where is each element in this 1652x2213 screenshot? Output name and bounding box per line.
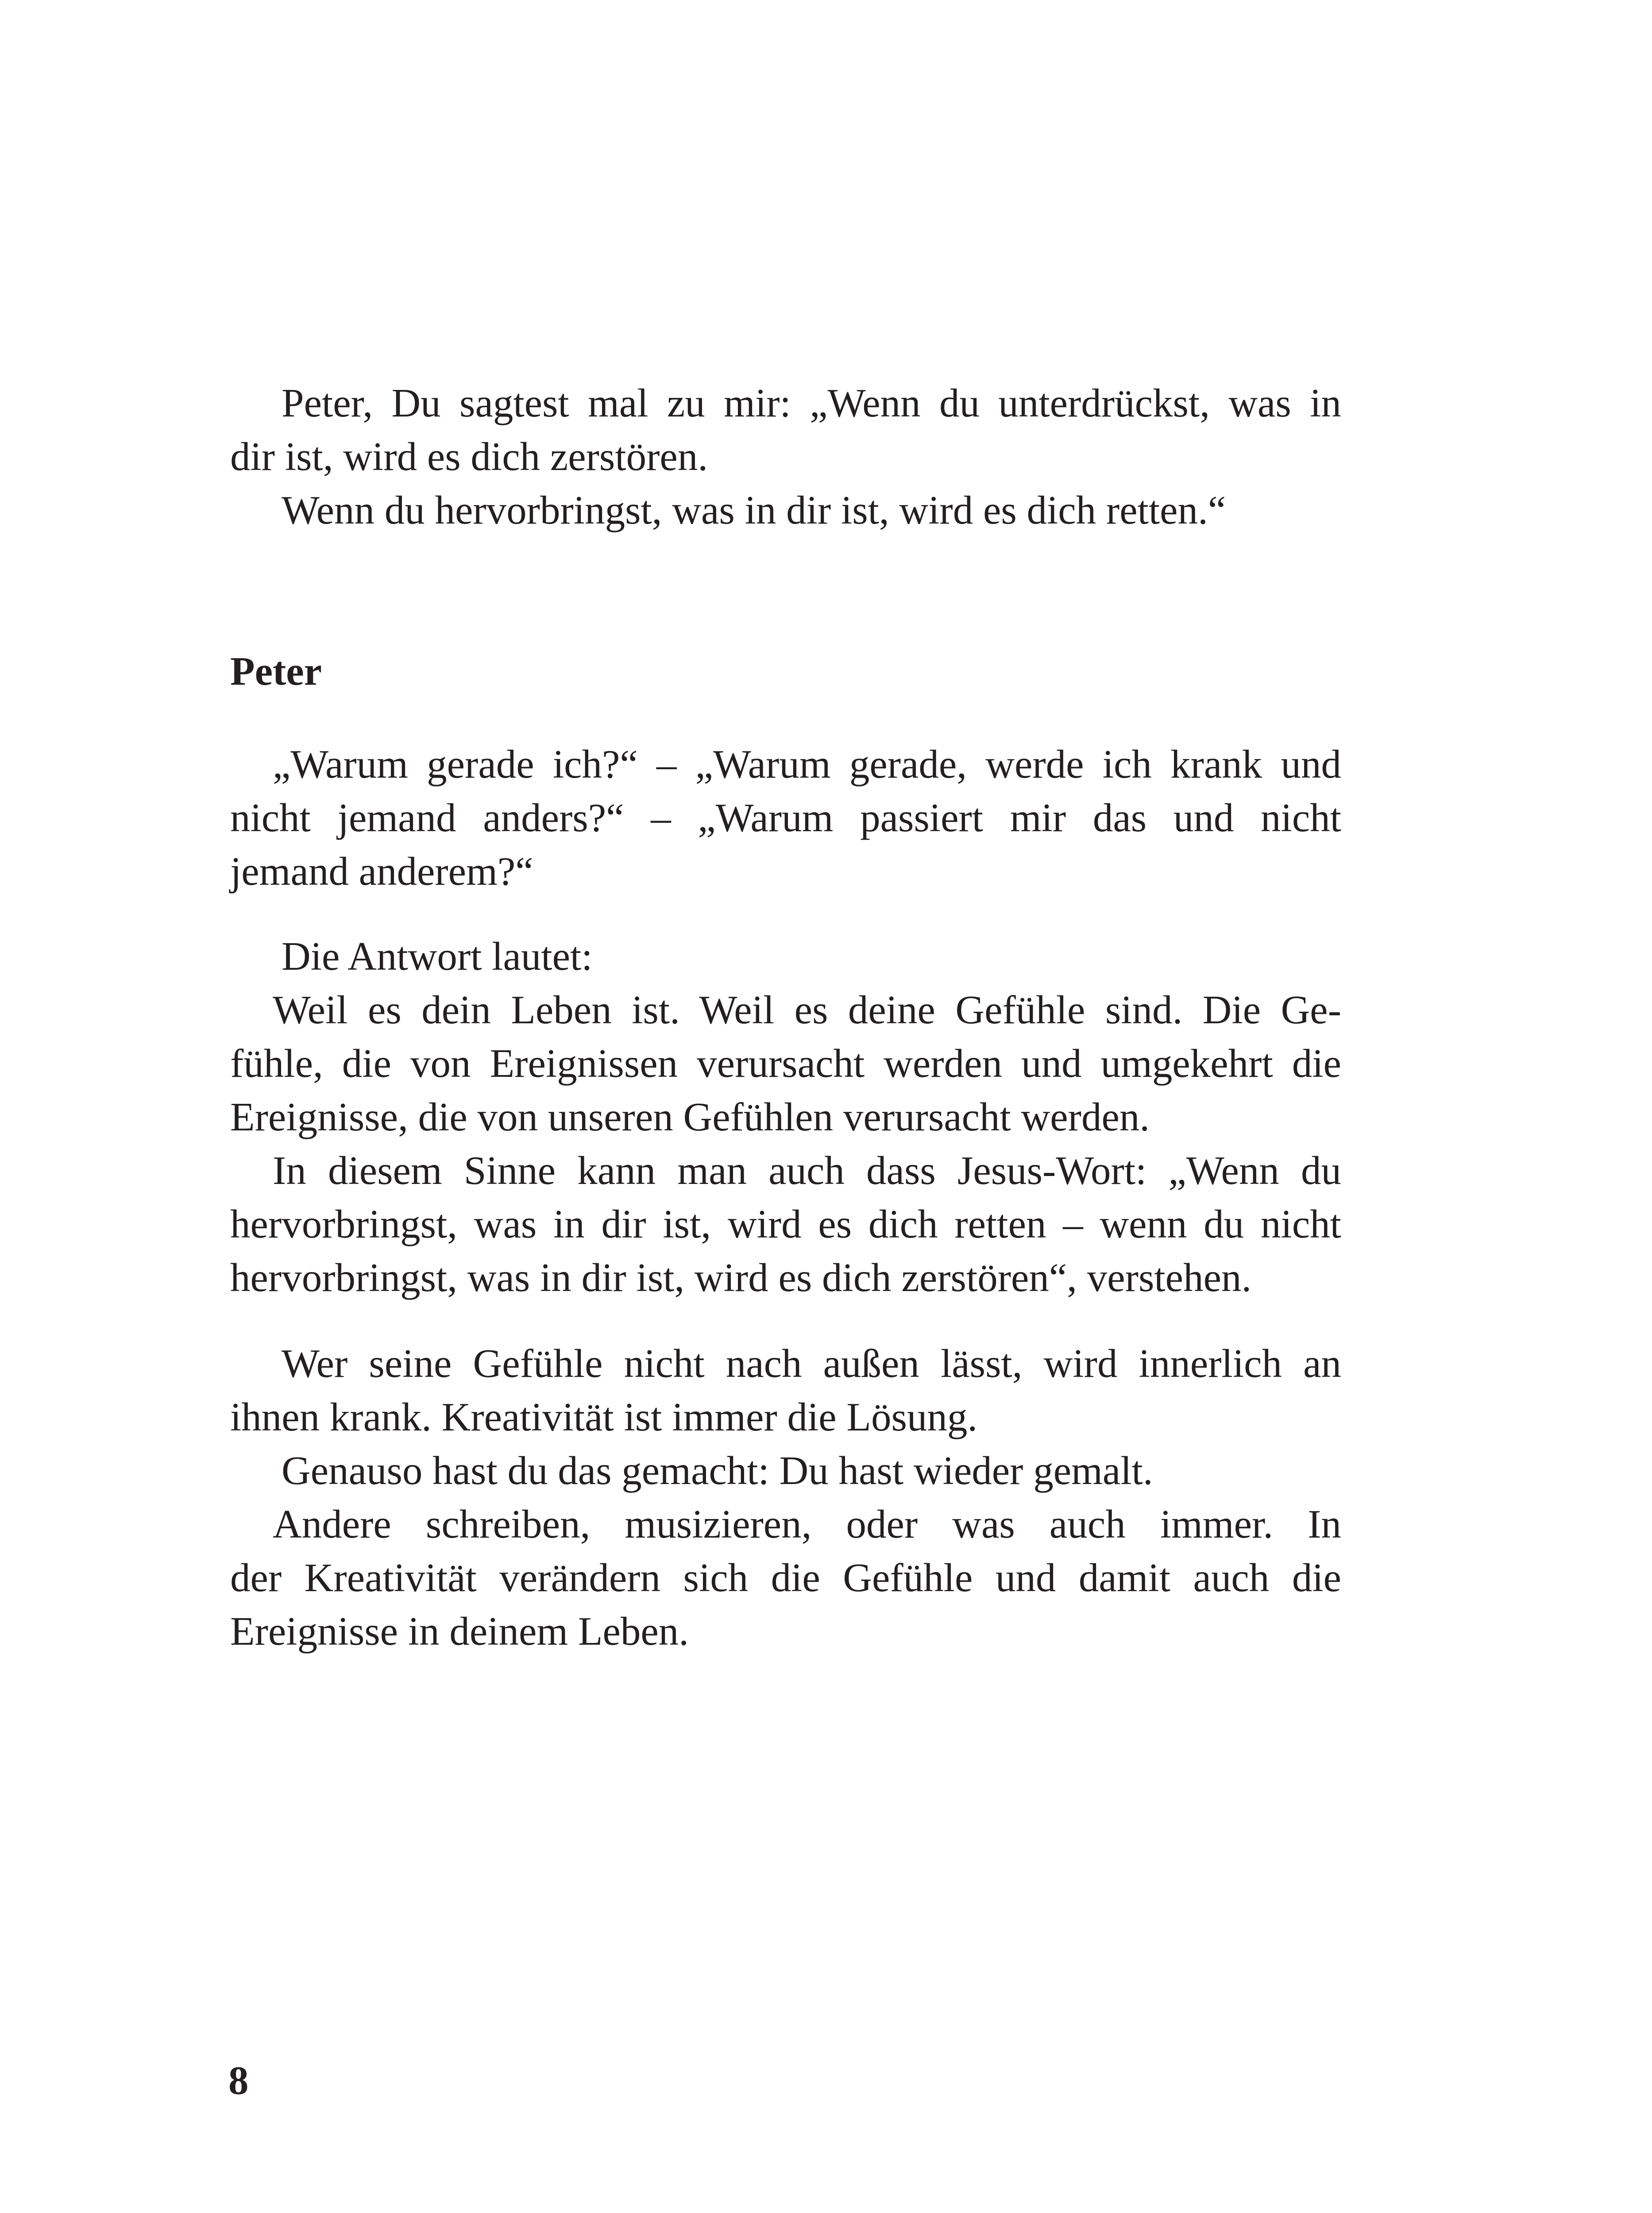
intro-line-2: dir ist, wird es dich zerstören. <box>230 434 708 479</box>
question-paragraph <box>230 737 1341 898</box>
closing-line-1: Wer seine Gefühle nicht nach außen lässt, wird innerlich an <box>282 1341 1341 1386</box>
intro-paragraph <box>230 376 1341 537</box>
answer-line-1: Die Antwort lautet: <box>282 934 593 979</box>
answer-line-6: hervorbringst, was in dir ist, wird es dich retten – wenn du nicht <box>230 1202 1341 1246</box>
answer-line-4: Ereignisse, die von unseren Gefühlen verursacht werden. <box>230 1095 1150 1139</box>
question-line-1: „Warum gerade ich?“ – „Warum gerade, werde ich krank und <box>273 742 1341 787</box>
answer-line-3: fühle, die von Ereignissen verursacht werden und umgekehrt die <box>230 1041 1341 1086</box>
closing-paragraph <box>230 1337 1341 1658</box>
section-heading: Peter <box>230 649 322 694</box>
closing-line-6: Ereignisse in deinem Leben. <box>230 1609 689 1654</box>
closing-line-4: Andere schreiben, musizieren, oder was auch immer. In <box>273 1502 1341 1546</box>
intro-line-1: Peter, Du sagtest mal zu mir: „Wenn du unterdrückst, was in <box>282 381 1341 425</box>
closing-line-2: ihnen krank. Kreativität ist immer die Lösung. <box>230 1395 978 1439</box>
answer-line-5: In diesem Sinne kann man auch dass Jesus-Wort: „Wenn du <box>273 1148 1341 1193</box>
page-number: 8 <box>228 2058 249 2103</box>
question-line-2: nicht jemand anders?“ – „Warum passiert mir das und nicht <box>230 795 1341 840</box>
intro-line-3: Wenn du hervorbringst, was in dir ist, wird es dich retten.“ <box>282 488 1226 532</box>
question-line-3: jemand anderem?“ <box>230 849 533 894</box>
answer-line-2: Weil es dein Leben ist. Weil es deine Gefühle sind. Die Ge- <box>273 987 1341 1032</box>
answer-line-7: hervorbringst, was in dir ist, wird es dich zerstören“, verstehen. <box>230 1255 1252 1300</box>
closing-line-5: der Kreativität verändern sich die Gefühle und damit auch die <box>230 1555 1341 1600</box>
answer-paragraph <box>230 929 1341 1304</box>
closing-line-3: Genauso hast du das gemacht: Du hast wieder gemalt. <box>282 1448 1153 1493</box>
